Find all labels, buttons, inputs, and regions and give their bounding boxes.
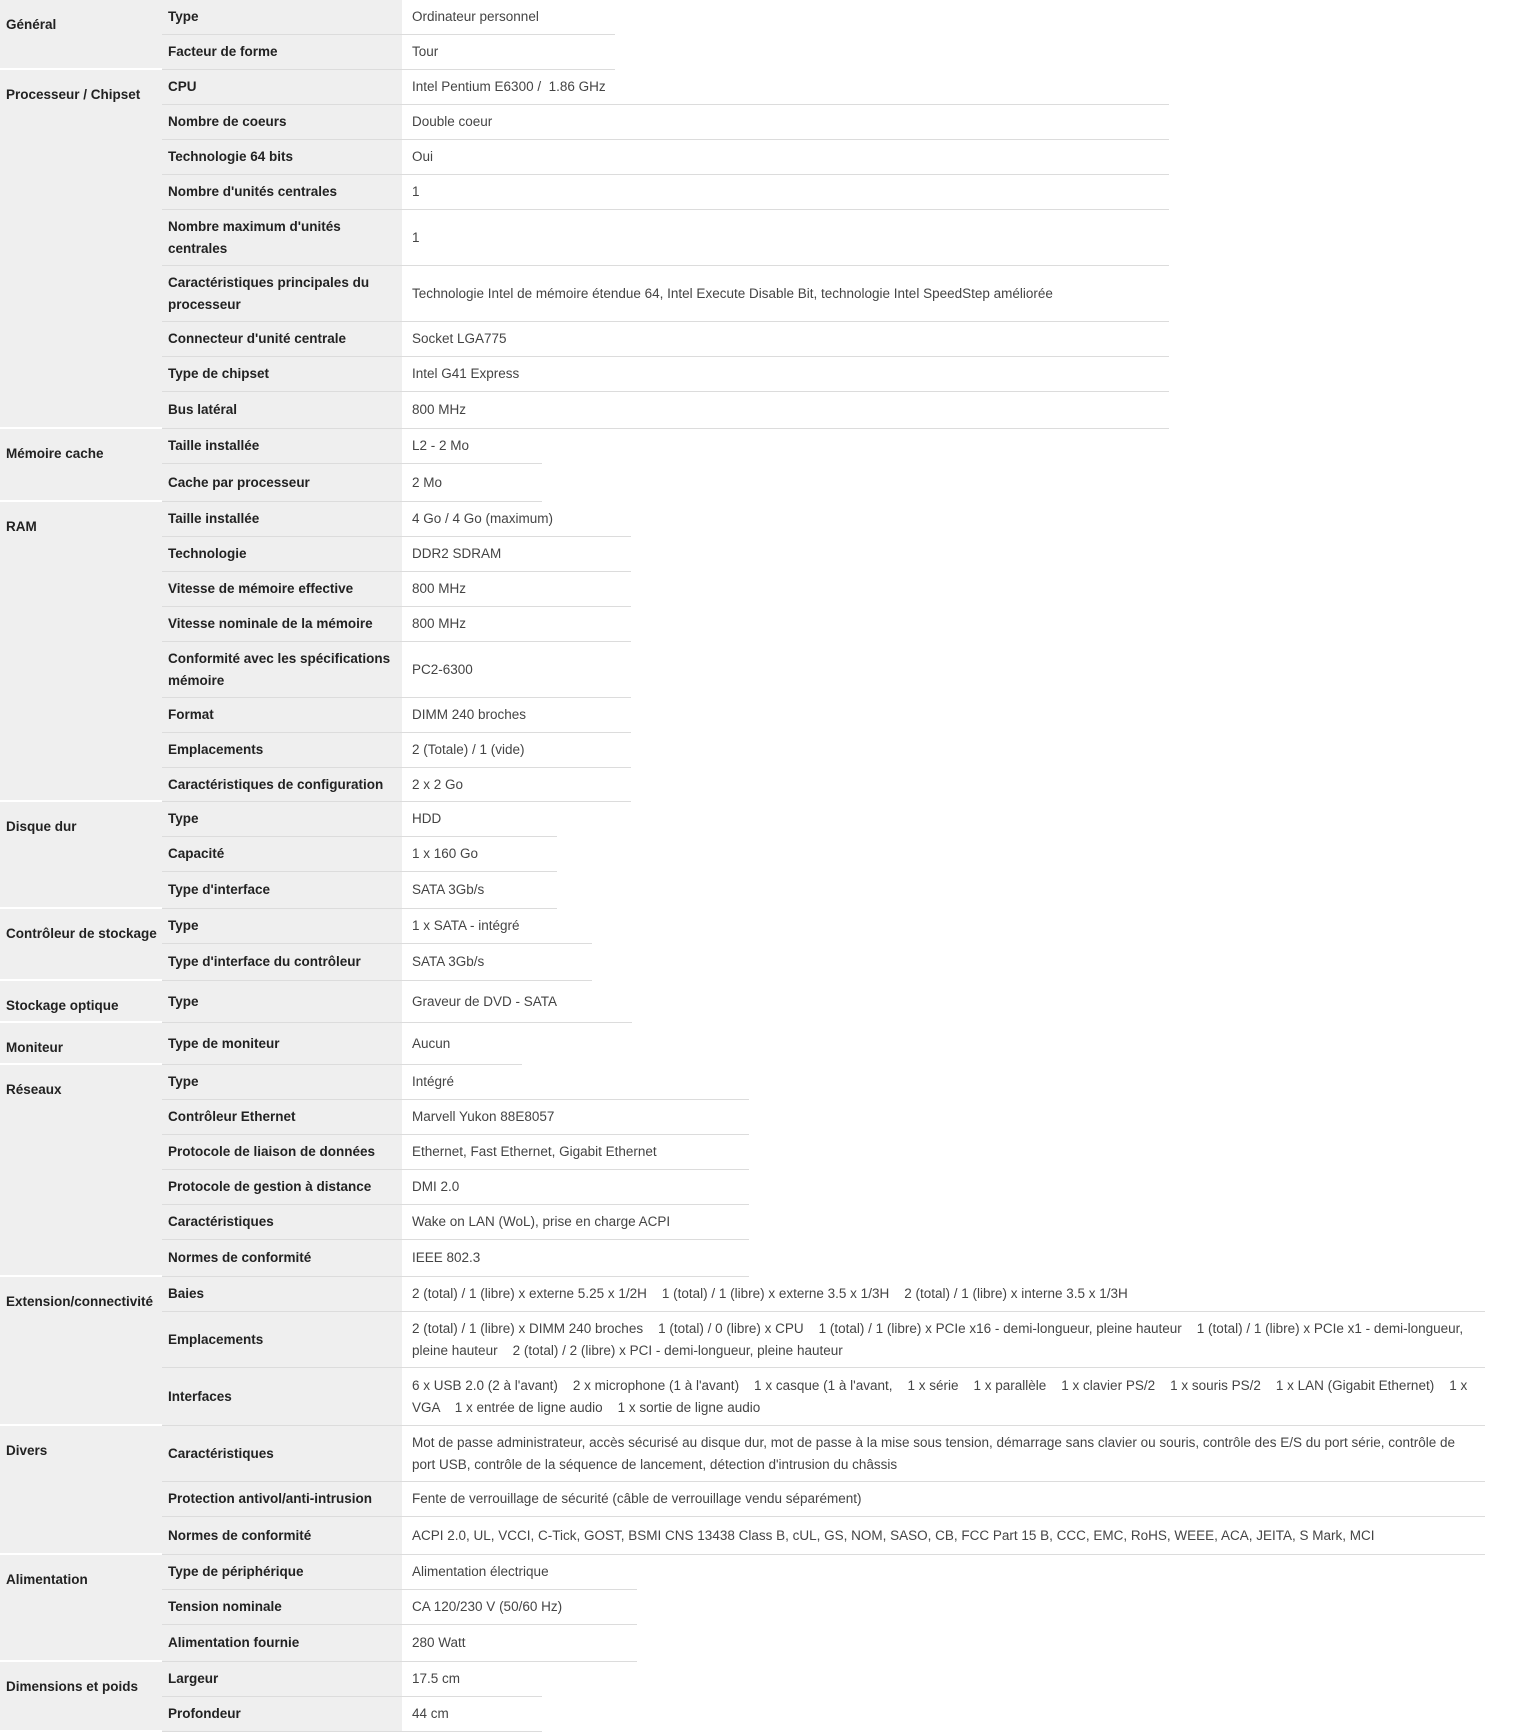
spec-row-label: Caractéristiques — [162, 1205, 402, 1239]
section-title: Mémoire cache — [0, 429, 162, 502]
spec-row-label: Profondeur — [162, 1697, 402, 1731]
spec-row-value: 2 (Totale) / 1 (vide) — [412, 742, 525, 758]
spec-row — [162, 1205, 749, 1240]
spec-row-label: Type — [162, 0, 402, 34]
spec-row-value: 800 MHz — [412, 402, 467, 418]
spec-row — [162, 35, 615, 70]
spec-row — [162, 944, 592, 981]
spec-row — [162, 1590, 637, 1625]
spec-row-label: Interfaces — [162, 1368, 402, 1425]
spec-row-value: 1 x SATA - intégré — [412, 918, 520, 934]
spec-row-value: Technologie Intel de mémoire étendue 64, Intel Execute Disable Bit, technologie Intel SpeedStep améliorée — [412, 285, 1053, 301]
section-title: Alimentation — [0, 1555, 162, 1662]
section-title: Extension/connectivité — [0, 1277, 162, 1426]
spec-row — [162, 1555, 637, 1590]
spec-row — [162, 357, 1169, 392]
spec-row-value: 800 MHz — [412, 581, 467, 597]
section-title: Stockage optique — [0, 981, 162, 1023]
spec-row-value: Oui — [412, 149, 434, 165]
section-title: Contrôleur de stockage — [0, 909, 162, 981]
spec-row-value: PC2-6300 — [412, 661, 473, 677]
section-title: Disque dur — [0, 802, 162, 909]
spec-row-label: Emplacements — [162, 1312, 402, 1367]
spec-row — [162, 210, 1169, 266]
spec-section — [0, 429, 1515, 502]
spec-section — [0, 70, 1515, 429]
spec-row — [162, 837, 557, 872]
spec-row-label: Nombre d'unités centrales — [162, 175, 402, 209]
spec-row-label: Type d'interface — [162, 872, 402, 908]
section-title: Divers — [0, 1426, 162, 1555]
spec-row-label: Contrôleur Ethernet — [162, 1100, 402, 1134]
spec-row-label: Connecteur d'unité centrale — [162, 322, 402, 356]
spec-row-label: Protocole de liaison de données — [162, 1135, 402, 1169]
spec-row-label: Vitesse nominale de la mémoire — [162, 607, 402, 641]
spec-section — [0, 1065, 1515, 1277]
spec-row — [162, 140, 1169, 175]
spec-row-value: DIMM 240 broches — [412, 707, 527, 723]
spec-row — [162, 1100, 749, 1135]
spec-row-value: Tour — [412, 44, 439, 60]
spec-row-label: Emplacements — [162, 733, 402, 767]
section-rows — [162, 1555, 637, 1662]
spec-row-label: Facteur de forme — [162, 35, 402, 69]
spec-row-label: Nombre de coeurs — [162, 105, 402, 139]
spec-section — [0, 909, 1515, 981]
spec-row-value: Mot de passe administrateur, accès sécurisé au disque dur, mot de passe à la mise sous tension, démarrage sans clavier ou souris, contrôle des E/S du port série, contrôle de port USB, contrôle de la séquence de lancement, détection d'intrusion du châssis — [412, 1435, 1459, 1472]
spec-row-value: L2 - 2 Mo — [412, 438, 470, 454]
spec-row — [162, 1065, 749, 1100]
spec-row — [162, 1312, 1485, 1368]
spec-section — [0, 0, 1515, 70]
spec-row-value: IEEE 802.3 — [412, 1250, 481, 1266]
spec-row-value: Intel Pentium E6300 / 1.86 GHz — [412, 79, 606, 95]
spec-row — [162, 1240, 749, 1277]
spec-row-label: Normes de conformité — [162, 1517, 402, 1554]
spec-row-label: Capacité — [162, 837, 402, 871]
spec-row-value: Intel G41 Express — [412, 366, 520, 382]
spec-row-value: Alimentation électrique — [412, 1564, 549, 1580]
section-rows — [162, 802, 557, 909]
spec-row-value: DDR2 SDRAM — [412, 546, 502, 562]
section-rows — [162, 1426, 1485, 1555]
spec-row — [162, 1170, 749, 1205]
spec-row-value: Ordinateur personnel — [412, 9, 539, 25]
spec-section — [0, 502, 1515, 802]
section-rows — [162, 1277, 1485, 1426]
spec-row — [162, 572, 631, 607]
spec-section — [0, 1662, 1515, 1732]
section-rows — [162, 502, 631, 802]
spec-row-value: ACPI 2.0, UL, VCCI, C-Tick, GOST, BSMI CNS 13438 Class B, cUL, GS, NOM, SASO, CB, FCC Part 15 B, CCC, EMC, RoHS, WEEE, ACA, JEITA, S Mark, MCI — [412, 1527, 1375, 1543]
spec-section — [0, 1277, 1515, 1426]
section-rows — [162, 909, 592, 981]
spec-row — [162, 1625, 637, 1662]
spec-row-label: Type — [162, 802, 402, 836]
spec-row-label: Format — [162, 698, 402, 732]
spec-row-value: 2 x 2 Go — [412, 776, 464, 792]
section-rows — [162, 70, 1169, 429]
spec-row-value: HDD — [412, 811, 442, 827]
spec-row — [162, 322, 1169, 357]
spec-row — [162, 802, 557, 837]
spec-row-label: Largeur — [162, 1662, 402, 1696]
spec-row-label: CPU — [162, 70, 402, 104]
spec-row-value: 2 (total) / 1 (libre) x externe 5.25 x 1/2H 1 (total) / 1 (libre) x externe 3.5 x 1/3H 2 (total) / 1 (libre) x interne 3.5 x 1/3H — [412, 1286, 1128, 1302]
spec-section — [0, 802, 1515, 909]
spec-row-label: Technologie — [162, 537, 402, 571]
spec-row-label: Technologie 64 bits — [162, 140, 402, 174]
spec-row-label: Baies — [162, 1277, 402, 1311]
spec-row-label: Type d'interface du contrôleur — [162, 944, 402, 980]
spec-row — [162, 0, 615, 35]
spec-row-label: Alimentation fournie — [162, 1625, 402, 1661]
section-rows — [162, 1065, 749, 1277]
spec-row-label: Normes de conformité — [162, 1240, 402, 1276]
spec-row — [162, 1517, 1485, 1555]
spec-row — [162, 1277, 1485, 1312]
spec-row-value: Graveur de DVD - SATA — [412, 993, 558, 1009]
spec-row-value: 6 x USB 2.0 (2 à l'avant) 2 x microphone (1 à l'avant) 1 x casque (1 à l'avant, 1 x série 1 x parallèle 1 x clavier PS/2 1 x souris PS/2 1 x LAN (Gigabit Ethernet) 1 x VGA 1 x entrée de ligne audio 1 x sortie de ligne audio — [412, 1378, 1471, 1415]
spec-row-label: Type de moniteur — [162, 1023, 402, 1064]
section-title: RAM — [0, 502, 162, 802]
spec-row-value: 2 (total) / 1 (libre) x DIMM 240 broches 1 (total) / 0 (libre) x CPU 1 (total) / 1 (libre) x PCIe x16 - demi-longueur, pleine hauteur 1 (total) / 1 (libre) x PCIe x1 - demi-longueur, pleine hauteur 2 (total) / 2 (libre) x PCI - demi-longueur, pleine hauteur — [412, 1321, 1467, 1358]
spec-row-value: 1 — [412, 229, 420, 245]
spec-row-value: Aucun — [412, 1035, 451, 1051]
spec-row-value: Ethernet, Fast Ethernet, Gigabit Ethernet — [412, 1144, 657, 1160]
spec-row-value: 1 — [412, 184, 420, 200]
spec-row-label: Type — [162, 1065, 402, 1099]
spec-row — [162, 872, 557, 909]
spec-row — [162, 1697, 542, 1732]
spec-row — [162, 698, 631, 733]
spec-row-value: 44 cm — [412, 1706, 449, 1722]
spec-row — [162, 642, 631, 698]
section-rows — [162, 429, 542, 502]
spec-row-value: 17.5 cm — [412, 1671, 461, 1687]
spec-row-label: Type de périphérique — [162, 1555, 402, 1589]
spec-row-value: Intégré — [412, 1074, 455, 1090]
spec-row — [162, 266, 1169, 322]
spec-row-value: SATA 3Gb/s — [412, 954, 485, 970]
spec-row — [162, 392, 1169, 429]
spec-row-label: Conformité avec les spécifications mémoire — [162, 642, 402, 697]
spec-row-label: Type — [162, 981, 402, 1022]
spec-row — [162, 464, 542, 502]
spec-row — [162, 502, 631, 537]
section-title: Général — [0, 0, 162, 70]
spec-row — [162, 1023, 522, 1065]
section-title: Processeur / Chipset — [0, 70, 162, 429]
spec-row — [162, 70, 1169, 105]
spec-row-value: DMI 2.0 — [412, 1179, 460, 1195]
spec-row-value: Double coeur — [412, 114, 493, 130]
spec-row-value: CA 120/230 V (50/60 Hz) — [412, 1599, 563, 1615]
spec-row-label: Vitesse de mémoire effective — [162, 572, 402, 606]
spec-row-label: Cache par processeur — [162, 464, 402, 501]
spec-row-label: Tension nominale — [162, 1590, 402, 1624]
spec-row — [162, 909, 592, 944]
spec-row — [162, 429, 542, 464]
spec-row-label: Caractéristiques — [162, 1426, 402, 1481]
spec-row — [162, 733, 631, 768]
section-rows — [162, 981, 632, 1023]
spec-row — [162, 607, 631, 642]
spec-row — [162, 175, 1169, 210]
spec-row — [162, 1426, 1485, 1482]
spec-row-label: Taille installée — [162, 502, 402, 536]
section-rows — [162, 0, 615, 70]
spec-row-value: 800 MHz — [412, 616, 467, 632]
spec-row-label: Protocole de gestion à distance — [162, 1170, 402, 1204]
spec-section — [0, 1023, 1515, 1065]
spec-row-value: Socket LGA775 — [412, 331, 507, 347]
spec-row-value: Marvell Yukon 88E8057 — [412, 1109, 555, 1125]
spec-row-label: Type de chipset — [162, 357, 402, 391]
spec-section — [0, 1426, 1515, 1555]
spec-section — [0, 981, 1515, 1023]
spec-row-value: 1 x 160 Go — [412, 846, 479, 862]
spec-row-value: SATA 3Gb/s — [412, 882, 485, 898]
section-rows — [162, 1023, 522, 1065]
spec-row-value: 4 Go / 4 Go (maximum) — [412, 511, 554, 527]
spec-row — [162, 537, 631, 572]
spec-row-label: Bus latéral — [162, 392, 402, 428]
spec-row — [162, 981, 632, 1023]
section-rows — [162, 1662, 542, 1732]
section-title: Moniteur — [0, 1023, 162, 1065]
spec-row-value: Fente de verrouillage de sécurité (câble de verrouillage vendu séparément) — [412, 1491, 862, 1507]
spec-row-label: Taille installée — [162, 429, 402, 463]
spec-row-label: Protection antivol/anti-intrusion — [162, 1482, 402, 1516]
spec-row — [162, 1482, 1485, 1517]
spec-row-label: Caractéristiques principales du processeur — [162, 266, 402, 321]
spec-row — [162, 1662, 542, 1697]
spec-row-value: 2 Mo — [412, 474, 443, 490]
spec-row — [162, 1135, 749, 1170]
spec-row-value: Wake on LAN (WoL), prise en charge ACPI — [412, 1214, 671, 1230]
section-title: Réseaux — [0, 1065, 162, 1277]
spec-row-value: 280 Watt — [412, 1635, 466, 1651]
spec-section — [0, 1555, 1515, 1662]
spec-row — [162, 768, 631, 802]
spec-row-label: Type — [162, 909, 402, 943]
spec-row — [162, 105, 1169, 140]
spec-row-label: Nombre maximum d'unités centrales — [162, 210, 402, 265]
spec-row — [162, 1368, 1485, 1426]
spec-row-label: Caractéristiques de configuration — [162, 768, 402, 801]
section-title: Dimensions et poids — [0, 1662, 162, 1732]
